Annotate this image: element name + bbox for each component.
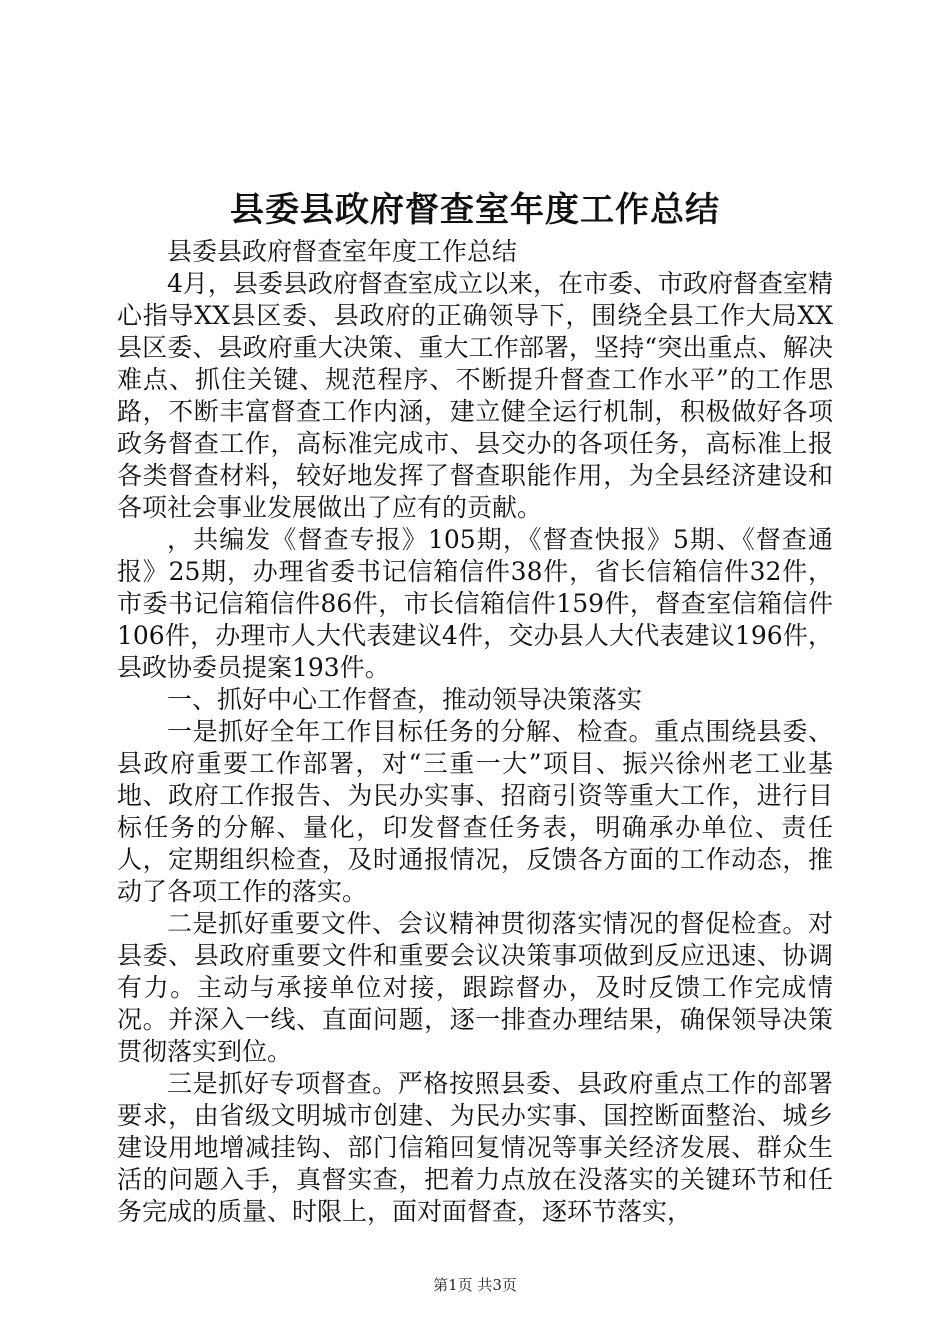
paragraph-item-1: 一是抓好全年工作目标任务的分解、检查。重点围绕县委、县政府重要工作部署，对“三重一大”项目、振兴徐州老工业基地、政府工作报告、为民办实事、招商引资等重大工作，进行目标任务的分解、量化，印发督查任务表，明确承办单位、责任人，定期组织检查，及时通报情况，反馈各方面的工作动态，推动了各项工作的落实。	[117, 717, 833, 906]
paragraph-item-2: 二是抓好重要文件、会议精神贯彻落实情况的督促检查。对县委、县政府重要文件和重要会议决策事项做到反应迅速、协调有力。主动与承接单位对接，跟踪督办，及时反馈工作完成情况。并深入一线、直面问题，逐一排查办理结果，确保领导决策贯彻落实到位。	[117, 909, 833, 1066]
section-heading: 一、抓好中心工作督查，推动领导决策落实	[167, 685, 643, 714]
document-body	[117, 236, 833, 1228]
paragraph-item-3: 三是抓好专项督查。严格按照县委、县政府重点工作的部署要求，由省级文明城市创建、为民办实事、国控断面整治、城乡建设用地增减挂钩、部门信箱回复情况等事关经济发展、群众生活的问题入手，真督实查，把着力点放在没落实的关键环节和任务完成的质量、时限上，面对面督查，逐环节落实，	[117, 1069, 833, 1226]
paragraph-subtitle: 县委县政府督查室年度工作总结	[167, 237, 518, 266]
paragraph-intro: 4月，县委县政府督查室成立以来，在市委、市政府督查室精心指导XX县区委、县政府的正确领导下，围绕全县工作大局XX县区委、县政府重大决策、重大工作部署，坚持“突出重点、解决难点、抓住关键、规范程序、不断提升督查工作水平”的工作思路，不断丰富督查工作内涵，建立健全运行机制，积极做好各项政务督查工作，高标准完成市、县交办的各项任务，高标准上报各类督查材料，较好地发挥了督查职能作用，为全县经济建设和各项社会事业发展做出了应有的贡献。	[117, 269, 833, 522]
page-number-footer: 第1页 共3页	[433, 1276, 517, 1294]
document-title: 县委县政府督查室年度工作总结	[230, 190, 720, 230]
paragraph-statistics: ，共编发《督查专报》105期，《督查快报》5期、《督查通报》25期，办理省委书记信箱信件38件，省长信箱信件32件，市委书记信箱信件86件，市长信箱信件159件，督查室信箱信件106件，办理市人大代表建议4件，交办县人大代表建议196件，县政协委员提案193件。	[117, 525, 833, 682]
